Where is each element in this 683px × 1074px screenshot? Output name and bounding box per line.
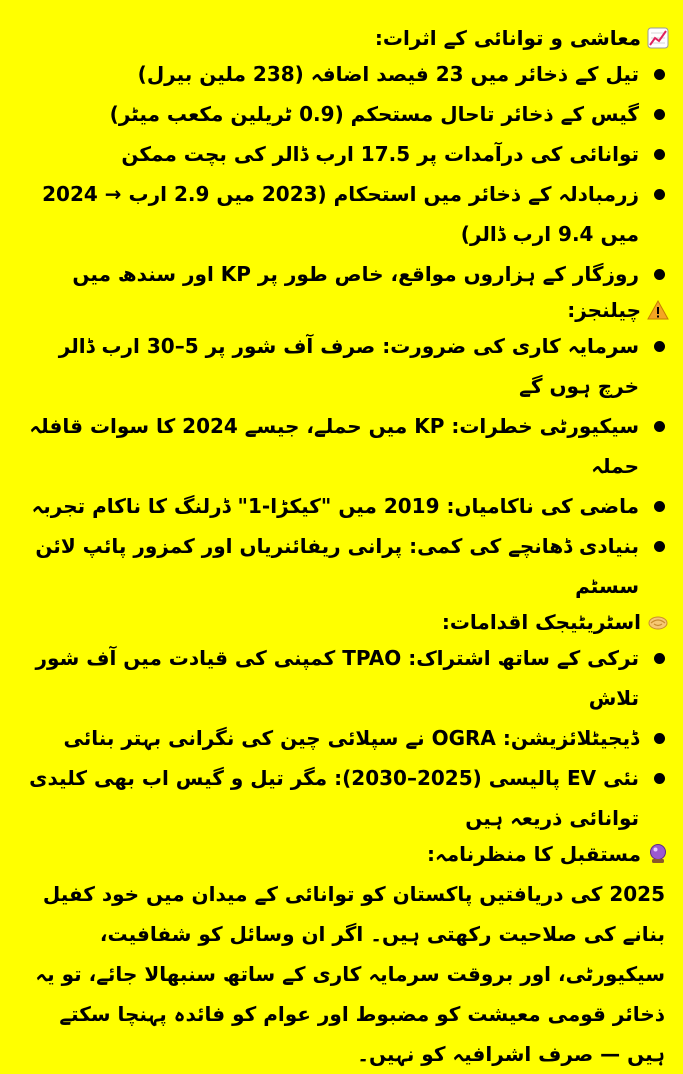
list-item: تیل کے ذخائر میں 23 فیصد اضافہ (238 ملین بیرل) (24, 54, 669, 94)
section-heading-impacts (24, 22, 669, 54)
section-heading-text: اسٹریٹیجک اقدامات: (441, 610, 641, 634)
strategy-list (24, 638, 669, 838)
section-heading-text: مستقبل کا منظرنامہ: (427, 842, 641, 866)
section-heading-outlook (24, 838, 669, 870)
challenges-list (24, 326, 669, 606)
list-item: ماضی کی ناکامیاں: 2019 میں "کیکڑا-1" ڈرلنگ کا ناکام تجربہ (24, 486, 669, 526)
warning-icon (647, 299, 669, 321)
outlook-paragraph: 2025 کی دریافتیں پاکستان کو توانائی کے میدان میں خود کفیل بنانے کی صلاحیت رکھتی ہیں۔ اگر ان وسائل کو شفافیت، سیکیورٹی، اور بروقت سرمایہ کاری کے ساتھ سنبھالا جائے، تو یہ ذخائر قومی معیشت کو مضبوط اور عوام کو فائدہ پہنچا سکتے ہیں — صرف اشرافیہ کو نہیں۔ (35, 882, 665, 1066)
impacts-list (24, 54, 669, 294)
section-heading-text: معاشی و توانائی کے اثرات: (374, 26, 641, 50)
chart-increasing-icon (647, 27, 669, 49)
list-item: گیس کے ذخائر تاحال مستحکم (0.9 ٹریلین مکعب میٹر) (24, 94, 669, 134)
section-heading-strategy (24, 606, 669, 638)
list-item: سرمایہ کاری کی ضرورت: صرف آف شور پر 5–30 ارب ڈالر خرچ ہوں گے (24, 326, 669, 406)
list-item: بنیادی ڈھانچے کی کمی: پرانی ریفائنریاں اور کمزور پائپ لائن سسٹم (24, 526, 669, 606)
list-item: ڈیجیٹلائزیشن: OGRA نے سپلائی چین کی نگرانی بہتر بنائی (24, 718, 669, 758)
list-item: نئی EV پالیسی (2025–2030): مگر تیل و گیس اب بھی کلیدی توانائی ذریعہ ہیں (24, 758, 669, 838)
section-heading-challenges (24, 294, 669, 326)
list-item: سیکیورٹی خطرات: KP میں حملے، جیسے 2024 کا سوات قافلہ حملہ (24, 406, 669, 486)
handshake-icon (647, 611, 669, 633)
list-item: روزگار کے ہزاروں مواقع، خاص طور پر KP اور سندھ میں (24, 254, 669, 294)
list-item: توانائی کی درآمدات پر 17.5 ارب ڈالر کی بچت ممکن (24, 134, 669, 174)
crystal-ball-icon (647, 843, 669, 865)
list-item: ترکی کے ساتھ اشتراک: TPAO کمپنی کی قیادت میں آف شور تلاش (24, 638, 669, 718)
section-heading-text: چیلنجز: (567, 298, 641, 322)
list-item: زرمبادلہ کے ذخائر میں استحکام (2023 میں 2.9 ارب → 2024 میں 9.4 ارب ڈالر) (24, 174, 669, 254)
